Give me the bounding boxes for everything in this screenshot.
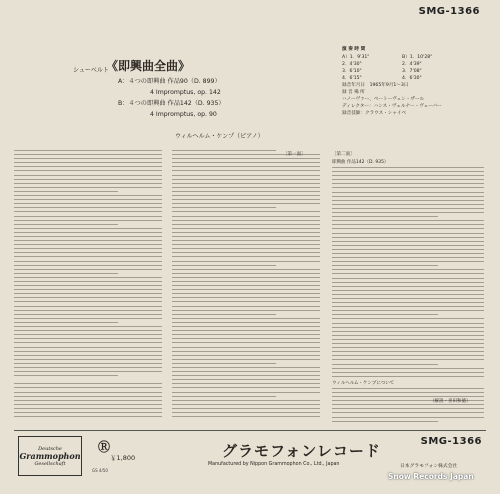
text-line bbox=[14, 301, 162, 302]
text-line bbox=[332, 368, 484, 369]
text-line bbox=[14, 359, 162, 360]
text-line bbox=[332, 347, 484, 348]
text-line bbox=[172, 277, 320, 278]
text-line bbox=[14, 273, 118, 274]
recording-date: 録音年月日 1965年9月1〜3日 bbox=[342, 83, 409, 88]
text-line bbox=[14, 383, 162, 384]
text-line bbox=[332, 183, 484, 184]
text-line bbox=[172, 166, 320, 167]
text-line bbox=[332, 208, 484, 209]
text-line bbox=[14, 199, 162, 200]
text-line bbox=[172, 228, 320, 229]
text-line bbox=[14, 269, 162, 270]
text-line bbox=[332, 278, 484, 279]
text-line bbox=[172, 232, 320, 233]
text-line bbox=[332, 204, 484, 205]
text-line bbox=[332, 355, 484, 356]
text-line bbox=[332, 376, 484, 377]
text-line bbox=[14, 310, 162, 311]
liner-notes-column-3 bbox=[332, 150, 484, 425]
text-line bbox=[14, 236, 162, 237]
text-line bbox=[14, 232, 162, 233]
text-line bbox=[14, 297, 162, 298]
text-line bbox=[172, 297, 320, 298]
text-line bbox=[14, 195, 162, 196]
text-line bbox=[14, 392, 162, 393]
text-line bbox=[332, 298, 484, 299]
text-line bbox=[172, 318, 320, 319]
text-line bbox=[172, 310, 320, 311]
text-line bbox=[172, 236, 320, 237]
text-line bbox=[14, 306, 162, 307]
catalog-number-bottom: SMG-1366 bbox=[420, 436, 482, 447]
text-line bbox=[332, 261, 484, 262]
watermark-text: Snow Records Japan bbox=[388, 472, 474, 481]
text-line bbox=[14, 322, 118, 323]
performer: ウィルヘルム・ケンプ（ピアノ） bbox=[175, 133, 264, 140]
text-line bbox=[14, 203, 162, 204]
text-line bbox=[14, 166, 162, 167]
brand-name: グラモフォンレコード bbox=[222, 442, 381, 460]
text-line bbox=[14, 162, 162, 163]
text-line bbox=[332, 286, 484, 287]
text-line bbox=[14, 293, 162, 294]
text-line bbox=[332, 421, 438, 422]
text-line bbox=[14, 396, 162, 397]
text-line bbox=[14, 404, 162, 405]
text-line bbox=[332, 192, 484, 193]
program-item: A：４つの即興曲 作品90（D. 899） bbox=[118, 78, 221, 85]
text-line bbox=[172, 355, 320, 356]
text-line bbox=[172, 265, 276, 266]
divider bbox=[14, 430, 486, 431]
deutsche-grammophon-logo bbox=[18, 436, 82, 476]
text-line bbox=[332, 200, 484, 201]
text-line bbox=[172, 412, 320, 413]
text-line bbox=[172, 244, 320, 245]
text-line bbox=[172, 211, 320, 212]
catalog-number-top: SMG-1366 bbox=[418, 6, 480, 17]
text-line bbox=[172, 203, 320, 204]
text-line bbox=[14, 363, 162, 364]
text-line bbox=[332, 282, 484, 283]
text-line bbox=[332, 331, 484, 332]
text-line bbox=[14, 400, 162, 401]
text-line bbox=[172, 306, 320, 307]
text-line bbox=[14, 334, 162, 335]
text-line bbox=[172, 170, 320, 171]
text-line bbox=[14, 351, 162, 352]
text-line bbox=[14, 408, 162, 409]
text-line bbox=[332, 302, 484, 303]
text-line bbox=[172, 371, 320, 372]
text-line bbox=[332, 396, 484, 397]
text-line bbox=[332, 323, 484, 324]
text-line bbox=[172, 347, 320, 348]
text-line bbox=[14, 248, 162, 249]
text-line bbox=[14, 158, 162, 159]
text-line bbox=[14, 256, 162, 257]
text-line bbox=[14, 244, 162, 245]
text-line bbox=[14, 289, 162, 290]
text-line bbox=[332, 306, 484, 307]
text-line bbox=[172, 293, 320, 294]
text-line bbox=[172, 396, 276, 397]
program-item: 4 Impromptus, op. 142 bbox=[150, 89, 221, 96]
track-time: 2．4'30" bbox=[342, 62, 362, 67]
text-line bbox=[332, 216, 438, 217]
text-line bbox=[332, 388, 484, 389]
text-line bbox=[172, 220, 320, 221]
text-line bbox=[14, 175, 162, 176]
text-line bbox=[14, 416, 162, 417]
album-title: 《即興曲全曲》 bbox=[106, 59, 191, 73]
text-line bbox=[14, 220, 162, 221]
text-line bbox=[332, 175, 484, 176]
text-line bbox=[332, 187, 484, 188]
text-line bbox=[172, 326, 320, 327]
track-times-header: 演 奏 時 間 bbox=[342, 47, 366, 52]
text-line bbox=[14, 150, 162, 151]
text-line bbox=[14, 191, 118, 192]
text-line bbox=[172, 261, 320, 262]
text-line bbox=[14, 326, 162, 327]
text-line bbox=[14, 179, 162, 180]
text-line bbox=[332, 237, 484, 238]
text-line bbox=[14, 224, 118, 225]
text-line bbox=[332, 412, 484, 413]
text-line bbox=[172, 183, 320, 184]
price: ￥1,800 bbox=[110, 454, 136, 462]
text-line bbox=[14, 379, 162, 380]
text-line bbox=[172, 285, 320, 286]
section-heading: 即興曲 作品142（D. 935） bbox=[332, 160, 389, 165]
section-heading: ［第二面］ bbox=[332, 152, 355, 157]
text-line bbox=[172, 199, 320, 200]
text-line bbox=[14, 261, 162, 262]
text-line bbox=[172, 408, 320, 409]
text-line bbox=[172, 379, 320, 380]
text-line bbox=[332, 294, 484, 295]
text-line bbox=[172, 179, 320, 180]
text-line bbox=[172, 158, 320, 159]
track-times-box bbox=[342, 46, 472, 117]
text-line bbox=[14, 342, 162, 343]
text-line bbox=[332, 339, 484, 340]
text-line bbox=[332, 196, 484, 197]
text-line bbox=[172, 351, 320, 352]
text-line bbox=[172, 273, 320, 274]
text-line bbox=[332, 253, 484, 254]
text-line bbox=[172, 338, 320, 339]
text-line bbox=[332, 359, 484, 360]
text-line bbox=[332, 179, 484, 180]
text-line bbox=[332, 372, 484, 373]
text-line bbox=[172, 269, 320, 270]
text-line bbox=[14, 314, 162, 315]
track-time: 3．7'08" bbox=[402, 69, 422, 74]
text-line bbox=[332, 220, 484, 221]
text-line bbox=[172, 162, 320, 163]
text-line bbox=[332, 343, 484, 344]
program-item: 4 Impromptus, op. 90 bbox=[150, 111, 217, 118]
text-line bbox=[172, 342, 320, 343]
logo-text: Grammophon bbox=[19, 450, 81, 461]
text-line bbox=[332, 290, 484, 291]
text-line bbox=[332, 241, 484, 242]
text-line bbox=[332, 233, 484, 234]
text-line bbox=[332, 364, 438, 365]
text-line bbox=[172, 252, 320, 253]
text-line bbox=[332, 404, 484, 405]
manufacturer-line: Manufactured by Nippon Grammophon Co., Ltd., Japan bbox=[208, 462, 340, 467]
text-line bbox=[172, 256, 320, 257]
text-line bbox=[332, 273, 484, 274]
text-line bbox=[172, 224, 320, 225]
text-line bbox=[332, 171, 484, 172]
track-time: 2．4'39" bbox=[402, 62, 422, 67]
track-time: 4．6'15" bbox=[342, 76, 362, 81]
text-line bbox=[14, 367, 162, 368]
text-line bbox=[172, 289, 320, 290]
text-line bbox=[172, 375, 320, 376]
composer-name: シューベルト bbox=[73, 67, 109, 74]
text-line bbox=[172, 187, 320, 188]
text-line bbox=[14, 285, 162, 286]
track-time: B）1．10'28" bbox=[402, 55, 433, 60]
text-line bbox=[332, 167, 484, 168]
text-line bbox=[172, 191, 320, 192]
notes-author: （解説・喜田和徳） bbox=[430, 399, 471, 404]
text-line bbox=[332, 335, 484, 336]
text-line bbox=[172, 175, 320, 176]
program-item: B：４つの即興曲 作品142（D. 935） bbox=[118, 100, 225, 107]
text-line bbox=[332, 224, 484, 225]
text-line bbox=[14, 170, 162, 171]
text-line bbox=[14, 183, 162, 184]
section-heading: ウィルヘルム・ケンプについて bbox=[332, 380, 395, 386]
text-line bbox=[332, 249, 484, 250]
liner-notes-column-1 bbox=[14, 150, 162, 420]
track-time: 4．6'30" bbox=[402, 76, 422, 81]
text-line bbox=[14, 228, 162, 229]
text-line bbox=[14, 281, 162, 282]
track-time: A）1．9'31" bbox=[342, 55, 370, 60]
text-line bbox=[332, 228, 484, 229]
text-line bbox=[14, 330, 162, 331]
recording-hall: ハノーヴァー、ベートーヴェン・ザール bbox=[342, 97, 425, 102]
text-line bbox=[332, 327, 484, 328]
text-line bbox=[332, 408, 484, 409]
logo-code: GS 4/50 bbox=[92, 468, 108, 473]
text-line bbox=[172, 359, 320, 360]
liner-notes-column-2 bbox=[172, 150, 320, 420]
text-line bbox=[332, 318, 484, 319]
text-line bbox=[14, 387, 162, 388]
text-line bbox=[332, 314, 438, 315]
text-line bbox=[172, 387, 320, 388]
logo-text: Gesellschaft bbox=[34, 460, 66, 467]
text-line bbox=[172, 216, 320, 217]
text-line bbox=[172, 404, 320, 405]
text-line bbox=[172, 322, 320, 323]
text-line bbox=[14, 277, 162, 278]
text-line bbox=[332, 310, 484, 311]
text-line bbox=[172, 281, 320, 282]
text-line bbox=[172, 334, 320, 335]
text-line bbox=[172, 195, 320, 196]
director: ディレクター：ハンス・ヴェルナー・ヴェーバー bbox=[342, 104, 442, 109]
text-line bbox=[14, 375, 118, 376]
text-line bbox=[332, 269, 484, 270]
text-line bbox=[172, 392, 320, 393]
text-line bbox=[14, 347, 162, 348]
text-line bbox=[14, 211, 162, 212]
text-line bbox=[14, 187, 162, 188]
corporation-name: 日本グラモフォン株式会社 bbox=[400, 464, 458, 469]
track-time: 3．6'10" bbox=[342, 69, 362, 74]
recording-place-label: 録 音 場 所 bbox=[342, 90, 365, 95]
text-line bbox=[14, 371, 162, 372]
program-list bbox=[118, 76, 225, 120]
text-line bbox=[14, 265, 162, 266]
text-line bbox=[14, 412, 162, 413]
text-line bbox=[14, 154, 162, 155]
text-line bbox=[332, 212, 484, 213]
text-line bbox=[14, 240, 162, 241]
text-line bbox=[172, 363, 276, 364]
text-line bbox=[172, 301, 320, 302]
text-line bbox=[332, 392, 484, 393]
engineer: 録音技師：クラウス・シャイベ bbox=[342, 111, 407, 116]
section-heading: ［第一面］ bbox=[283, 152, 306, 157]
text-line bbox=[14, 338, 162, 339]
text-line bbox=[172, 150, 276, 151]
price-mark: Ⓡ bbox=[98, 440, 111, 454]
text-line bbox=[14, 207, 162, 208]
text-line bbox=[14, 252, 162, 253]
text-line bbox=[172, 367, 320, 368]
text-line bbox=[332, 265, 438, 266]
text-line bbox=[332, 257, 484, 258]
text-line bbox=[14, 318, 162, 319]
text-line bbox=[172, 400, 320, 401]
text-line bbox=[172, 314, 276, 315]
logo-text: Deutsche bbox=[38, 445, 62, 452]
text-line bbox=[332, 417, 484, 418]
text-line bbox=[172, 240, 320, 241]
text-line bbox=[14, 216, 162, 217]
text-line bbox=[172, 383, 320, 384]
text-line bbox=[14, 355, 162, 356]
text-line bbox=[332, 351, 484, 352]
text-line bbox=[172, 207, 276, 208]
text-line bbox=[172, 416, 320, 417]
text-line bbox=[172, 248, 320, 249]
text-line bbox=[332, 245, 484, 246]
text-line bbox=[172, 330, 320, 331]
